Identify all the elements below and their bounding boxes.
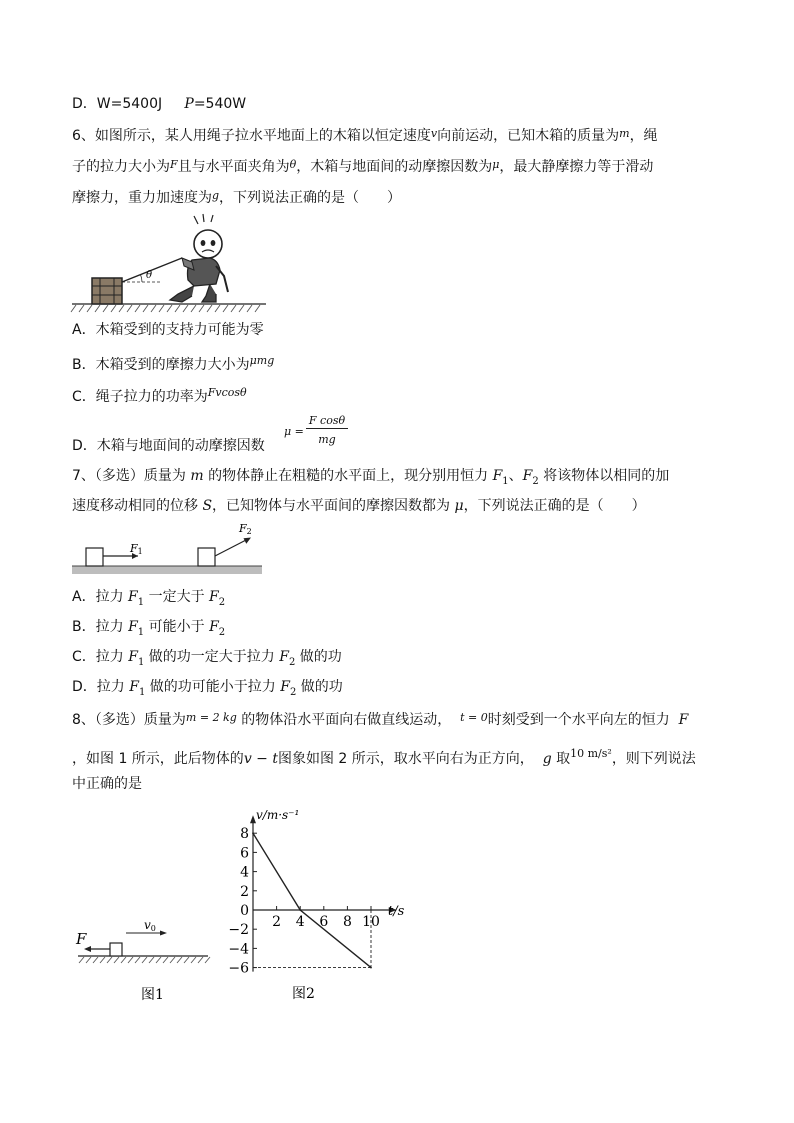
- q7-option-b[interactable]: B．拉力 $F_1$ 可能小于 $F_2$: [72, 619, 226, 638]
- q6-stem-line1: 6、如图所示，某人用绳子拉水平地面上的木箱以恒定速度$^v$向前运动，已知木箱的质量为$^m$，绳: [72, 127, 658, 144]
- q8-vt-chart: [220, 800, 420, 1005]
- chart-guides: [253, 910, 371, 968]
- x-tick-label: 8: [342, 914, 352, 930]
- block-2: [198, 548, 215, 566]
- v0-label: v0: [144, 918, 156, 933]
- rough-surface: [72, 566, 262, 574]
- q7-option-a[interactable]: A．拉力 $F_1$ 一定大于 $F_2$: [72, 589, 226, 608]
- angle-arc: [141, 275, 143, 282]
- person-pulling: [170, 214, 228, 302]
- q6-stem-line3: 摩擦力，重力加速度为$^g$，下列说法正确的是（ ）: [72, 189, 402, 206]
- q7-figure-two-blocks: [70, 520, 270, 580]
- y-tick-label: −4: [228, 941, 249, 958]
- f-label: F: [76, 930, 87, 948]
- q8-stem-line2: ，如图 1 所示，此后物体的v − t图象如图 2 所示，取水平向右为正方向， g 取$^{10 m/s^2}$，则下列说法: [72, 747, 696, 767]
- q6-figure-person-pulling-crate: [70, 210, 270, 314]
- series-point: [370, 967, 372, 969]
- q6-option-b[interactable]: B．木箱受到的摩擦力大小为$^{\mu mg}$: [72, 354, 275, 373]
- chart-axes: [250, 815, 397, 971]
- y-tick-label: 4: [240, 864, 249, 881]
- y-axis-label: v/m·s⁻¹: [256, 808, 300, 822]
- q6-option-a[interactable]: A．木箱受到的支持力可能为零: [72, 322, 264, 338]
- chart-ticks: [228, 826, 380, 976]
- f2-label: F2: [239, 522, 252, 536]
- x-tick-label: 4: [295, 914, 305, 930]
- series-line-v: [253, 833, 371, 967]
- fig1-caption: 图1: [141, 987, 164, 1003]
- x-tick-label: 2: [272, 914, 282, 930]
- block: [110, 943, 122, 956]
- q7-option-c[interactable]: C．拉力 $F_1$ 做的功一定大于拉力 $F_2$ 做的功: [72, 649, 342, 668]
- q7-option-d[interactable]: D．拉力 $F_1$ 做的功可能小于拉力 $F_2$ 做的功: [72, 679, 343, 698]
- q7-stem-line1: 7、（多选）质量为 m 的物体静止在粗糙的水平面上，现分别用恒力 $F_1$、$F_2$ 将该物体以相同的加: [72, 468, 670, 487]
- force-f2-arrow: [215, 539, 248, 556]
- q5-option-d[interactable]: D．W=5400J P=540W: [72, 96, 247, 112]
- q6-stem-line2: 子的拉力大小为$^F$且与水平面夹角为$^\theta$，木箱与地面间的动摩擦因数为$^\mu$，最大静摩擦力等于滑动: [72, 158, 654, 175]
- q8-stem-line1: 8、（多选）质量为$^{m = 2 kg}$ 的物体沿水平面向右做直线运动， $^{t = 0}$时刻受到一个水平向左的恒力 F: [72, 711, 689, 728]
- y-tick-label: 8: [240, 826, 249, 843]
- q6-option-d[interactable]: D．木箱与地面间的动摩擦因数: [72, 438, 265, 454]
- q6-option-c[interactable]: C．绳子拉力的功率为$^{Fvcos\theta}$: [72, 386, 247, 405]
- y-tick-label: 0: [240, 903, 249, 919]
- q6-option-d-formula: μ = F cosθ mg: [284, 414, 364, 454]
- chart-series: [252, 832, 372, 968]
- x-axis-label: t/s: [388, 904, 405, 919]
- series-point: [299, 909, 301, 911]
- wooden-crate: [92, 278, 122, 304]
- q7-stem-line2: 速度移动相同的位移 S，已知物体与水平面间的摩擦因数都为 μ，下列说法正确的是（ ）: [72, 498, 646, 514]
- y-tick-label: −6: [228, 960, 249, 977]
- ground-hatching: [71, 304, 266, 312]
- f1-label: F1: [130, 542, 143, 556]
- series-point: [252, 832, 254, 834]
- y-tick-label: −2: [228, 922, 249, 939]
- fig2-caption: 图2: [292, 986, 315, 1002]
- block-1: [86, 548, 103, 566]
- x-tick-label: 6: [319, 914, 329, 930]
- y-tick-label: 6: [240, 845, 249, 862]
- x-tick-label: 10: [362, 914, 380, 930]
- q8-figure-1: [70, 910, 220, 1005]
- theta-label: θ: [146, 270, 153, 281]
- q8-stem-line3: 中正确的是: [72, 776, 142, 792]
- y-tick-label: 2: [240, 883, 249, 900]
